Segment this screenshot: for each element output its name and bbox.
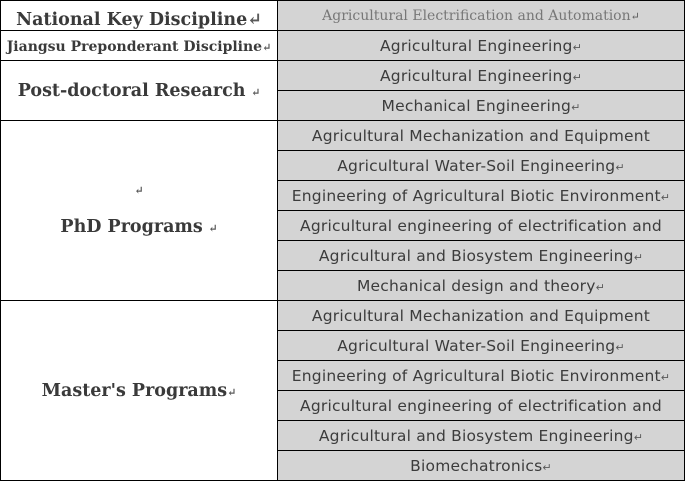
paragraph-mark-icon: ↵ <box>595 280 606 294</box>
table-row <box>1 31 685 61</box>
table-row <box>1 61 685 91</box>
paragraph-mark-icon: ↵ <box>542 460 552 474</box>
discipline-cell <box>278 421 685 451</box>
discipline-cell <box>278 181 685 211</box>
table-row <box>1 1 685 31</box>
discipline-cell <box>278 331 685 361</box>
discipline-name: Engineering of Agricultural Biotic Environment <box>291 186 661 205</box>
paragraph-mark-icon: ↵ <box>208 222 218 235</box>
paragraph-mark-icon: ↵ <box>615 340 625 354</box>
discipline-cell <box>278 121 685 151</box>
table-row <box>1 301 685 331</box>
discipline-cell <box>278 451 685 481</box>
paragraph-mark-icon: ↵ <box>660 370 671 384</box>
section-label-phd <box>1 121 278 301</box>
discipline-name: Agricultural Mechanization and Equipment <box>311 306 651 325</box>
paragraph-mark-icon: ↵ <box>227 385 237 399</box>
discipline-name: Agricultural Mechanization and Equipment <box>311 126 651 145</box>
discipline-cell <box>278 271 685 301</box>
paragraph-mark-icon: ↵ <box>247 9 262 30</box>
section-label-text: Master's Programs <box>41 380 228 401</box>
section-label-postdoc <box>1 61 278 121</box>
discipline-cell <box>278 211 685 241</box>
discipline-name: Agricultural engineering of electrification and <box>300 216 662 235</box>
section-label-jiangsu <box>1 31 278 61</box>
section-label-text: National Key Discipline <box>16 9 248 30</box>
table-row <box>1 121 685 151</box>
discipline-name: Agricultural and Biosystem Engineering <box>318 426 634 445</box>
paragraph-mark-icon: ↵ <box>134 184 144 197</box>
discipline-name: Agricultural engineering of electrification and <box>300 396 662 415</box>
paragraph-mark-icon: ↵ <box>660 190 671 204</box>
paragraph-mark-icon: ↵ <box>633 250 644 264</box>
discipline-name: Mechanical design and theory <box>356 276 596 295</box>
paragraph-mark-icon: ↵ <box>615 160 625 174</box>
paragraph-mark-icon: ↵ <box>262 41 272 54</box>
section-label-text: PhD Programs <box>60 217 203 237</box>
section-label-text: Jiangsu Preponderant Discipline <box>6 39 263 55</box>
paragraph-mark-icon: ↵ <box>630 9 640 23</box>
paragraph-mark-icon: ↵ <box>572 70 582 84</box>
paragraph-mark-icon: ↵ <box>251 85 261 99</box>
discipline-cell <box>278 31 685 61</box>
discipline-name: Agricultural Electrification and Automation <box>322 7 631 24</box>
section-label-text: Post-doctoral Research <box>17 80 246 101</box>
section-label-masters <box>1 301 278 481</box>
discipline-name: Mechanical Engineering <box>381 96 572 115</box>
discipline-name: Agricultural and Biosystem Engineering <box>318 246 634 265</box>
discipline-name: Biomechatronics <box>410 456 543 475</box>
discipline-name: Agricultural Water-Soil Engineering <box>337 336 616 355</box>
paragraph-mark-icon: ↵ <box>571 100 581 114</box>
discipline-cell <box>278 91 685 121</box>
discipline-name: Engineering of Agricultural Biotic Environment <box>291 366 661 385</box>
discipline-cell <box>278 1 685 31</box>
discipline-cell <box>278 301 685 331</box>
discipline-cell <box>278 151 685 181</box>
discipline-name: Agricultural Engineering <box>379 66 573 85</box>
section-label-national-key <box>1 1 278 31</box>
discipline-cell <box>278 241 685 271</box>
paragraph-mark-icon: ↵ <box>572 40 582 54</box>
discipline-cell <box>278 61 685 91</box>
discipline-name: Agricultural Engineering <box>379 36 573 55</box>
paragraph-mark-icon: ↵ <box>633 430 644 444</box>
discipline-cell <box>278 361 685 391</box>
discipline-name: Agricultural Water-Soil Engineering <box>337 156 616 175</box>
discipline-cell <box>278 391 685 421</box>
